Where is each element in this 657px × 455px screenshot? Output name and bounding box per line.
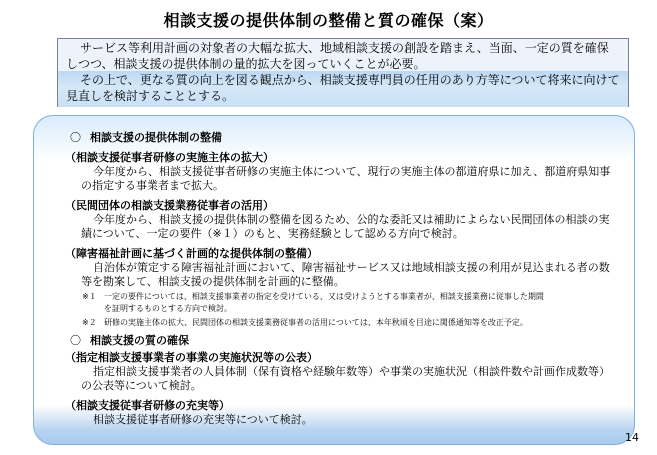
body-welfare-plan: 自治体が策定する障害福祉計画において、障害福祉サービス又は地域相談支援の利用が見込まれる者の数等を勘案して、相談支援の提供体制を計画的に整備。 [81, 261, 610, 288]
section-title: 相談支援の提供体制の整備 [90, 131, 222, 144]
footnote-text: 一定の要件については、相談支援事業者の指定を受けている、又は受けようとする事業者が、相談支援業務に従事した期間 [104, 292, 544, 301]
summary-paragraph-2: その上で、更なる質の向上を図る観点から、相談支援専門員の任用のあり方等について将来に向けて見直しを検討することとする。 [66, 73, 620, 103]
subheading-private-organizations: （民間団体の相談支援業務従事者の活用） [65, 199, 274, 212]
summary-box [57, 38, 629, 107]
section-heading-quality [34, 334, 634, 348]
page-title: 相談支援の提供体制の整備と質の確保（案） [163, 11, 494, 30]
footnote-2 [34, 317, 634, 329]
footnote-1-continuation: を証明するものとする方向で検討。 [104, 304, 232, 313]
subheading-welfare-plan: （障害福祉計画に基づく計画的な提供体制の整備） [65, 247, 318, 260]
content-panel [33, 115, 635, 445]
footnote-1 [34, 291, 634, 303]
panel-content [34, 131, 634, 427]
footnote-text: 研修の実施主体の拡大、民間団体の相談支援業務従事者の活用については、本年秋頃を目途に関係通知等を改正予定。 [104, 318, 528, 327]
section-title: 相談支援の質の確保 [90, 334, 189, 347]
footnote-mark: ※１ [82, 292, 97, 301]
summary-paragraph-1: サービス等利用計画の対象者の大幅な拡大、地域相談支援の創設を踏まえ、当面、一定の質を確保しつつ、相談支援の提供体制の量的拡大を図っていくことが必要。 [66, 41, 609, 71]
subheading-training-enhancement: （相談支援従事者研修の充実等） [65, 399, 230, 412]
circle-bullet-icon: 〇 [70, 334, 81, 347]
circle-bullet-icon: 〇 [70, 131, 81, 144]
subheading-disclosure: （指定相談支援事業者の事業の実施状況等の公表） [65, 351, 318, 364]
body-training-provider: 今年度から、相談支援従事者研修の実施主体について、現行の実施主体の都道府県に加え、都道府県知事の指定する事業者まで拡大。 [81, 165, 611, 192]
page-number: 14 [625, 431, 639, 444]
body-disclosure: 指定相談支援事業者の人員体制（保有資格や経験年数等）や事業の実施状況（相談件数や計画作成数等）の公表等について検討。 [81, 365, 610, 392]
subheading-training-provider: （相談支援従事者研修の実施主体の拡大） [65, 151, 274, 164]
footnote-mark: ※２ [82, 318, 97, 327]
body-training-enhancement: 相談支援従事者研修の充実等について検討。 [93, 413, 313, 426]
body-private-organizations: 今年度から、相談支援の提供体制の整備を図るため、公的な委託又は補助によらない民間団体の相談の実績について、一定の要件（※１）のもと、実務経験として認める方向で検討。 [81, 213, 610, 240]
section-heading-provision [34, 131, 634, 145]
